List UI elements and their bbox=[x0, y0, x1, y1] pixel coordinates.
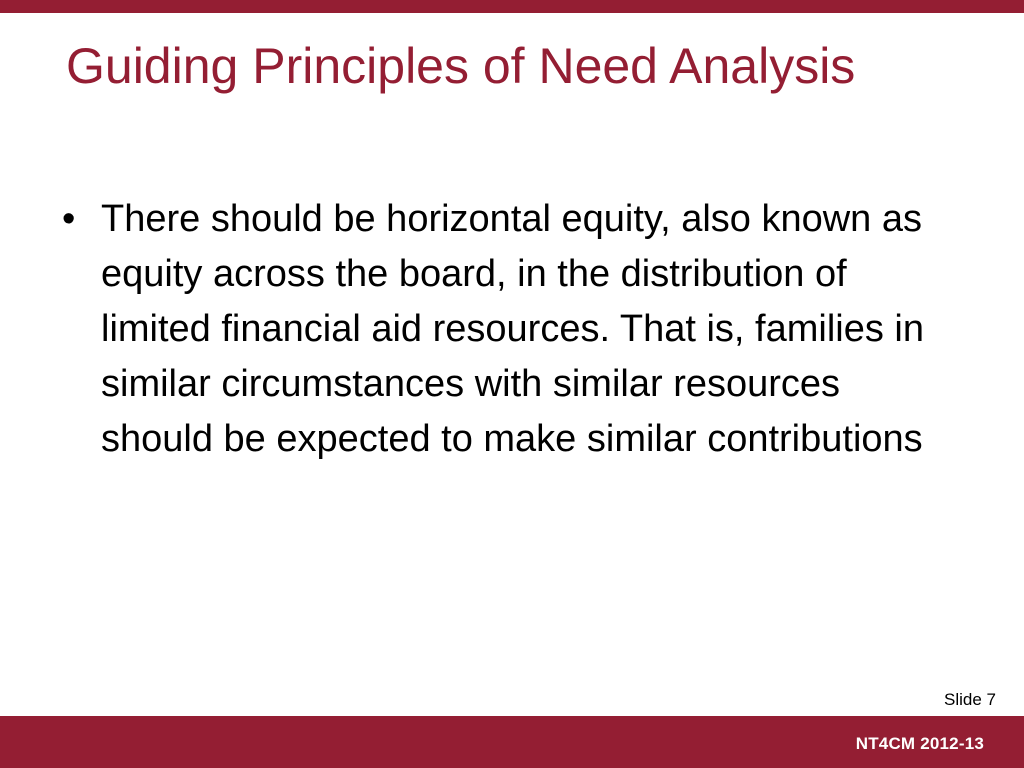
slide-title: Guiding Principles of Need Analysis bbox=[66, 38, 856, 94]
bullet-item bbox=[60, 192, 940, 467]
top-accent-bar bbox=[0, 0, 1024, 13]
slide-number: Slide 7 bbox=[944, 690, 996, 709]
bullet-list bbox=[60, 192, 940, 467]
bullet-marker: • bbox=[62, 198, 76, 240]
bullet-text: There should be horizontal equity, also known as equity across the board, in the distribution of limited financial aid resources. That is, families in similar circumstances with similar resources should be expected to make similar contributions bbox=[101, 198, 924, 460]
footer-label: NT4CM 2012-13 bbox=[855, 734, 984, 753]
